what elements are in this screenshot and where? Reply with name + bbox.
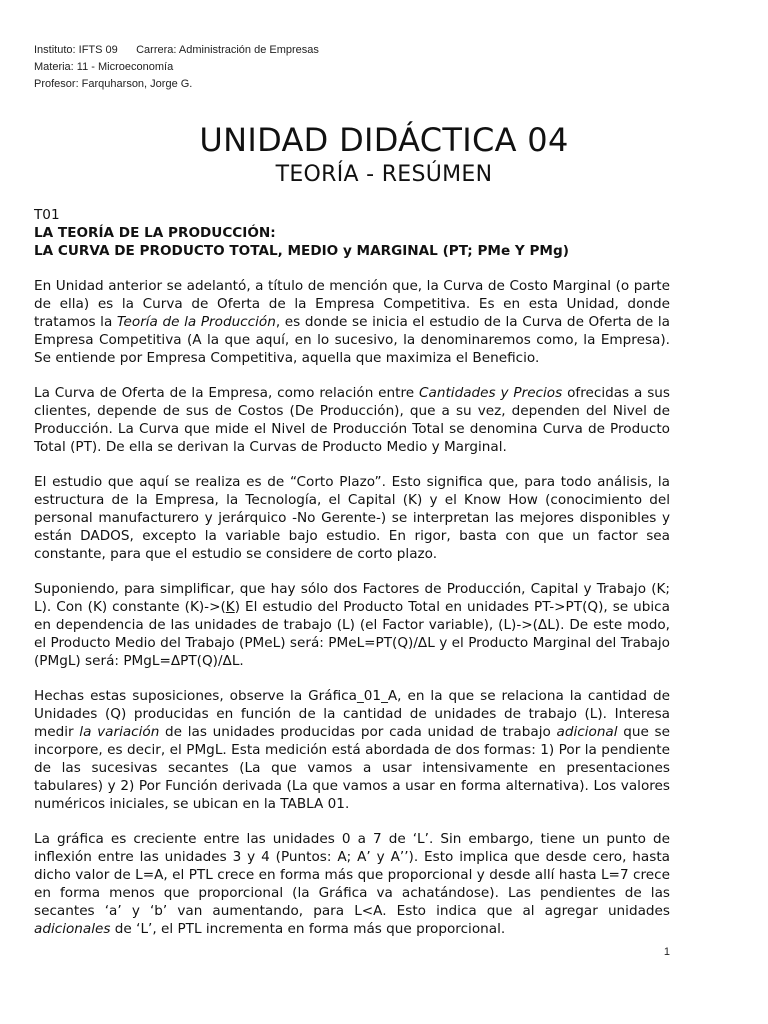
section-heading-2: LA CURVA DE PRODUCTO TOTAL, MEDIO y MARGINAL (PT; PMe Y PMg) [34, 243, 569, 259]
paragraph-5-emphasis-1: la variación [79, 724, 160, 740]
header-row-1 [34, 42, 319, 59]
paragraph-2 [34, 384, 670, 456]
paragraph-6-emphasis: adicionales [34, 921, 111, 937]
document-body [34, 206, 670, 955]
paragraph-1-emphasis: Teoría de la Producción [116, 314, 276, 330]
paragraph-4-text-a: Suponiendo, para simplificar, que hay sólo dos Factores de Producción, Capital y Trabajo (K; L). Con (K) constante (K)->( [34, 581, 670, 615]
title-block [0, 120, 768, 190]
professor-label: Profesor: Farquharson, Jorge G. [34, 78, 193, 90]
document-title: UNIDAD DIDÁCTICA 04 [199, 121, 569, 159]
paragraph-5 [34, 687, 670, 813]
paragraph-6 [34, 830, 670, 938]
paragraph-2-emphasis: Cantidades y Precios [419, 385, 563, 401]
paragraph-5-emphasis-2: adicional [556, 724, 618, 740]
paragraph-4 [34, 580, 670, 670]
paragraph-2-text-b: ofrecidas a sus clientes, depende de sus de Costos (De Producción), que a su vez, dependen del Nivel de Producción. La Curva que mide el Nivel de Producción Total se denomina Curva de Producto Total (PT). De ella se derivan la Curvas de Producto Medio y Marginal. [34, 385, 671, 455]
career-label: Carrera: Administración de Empresas [136, 44, 319, 56]
paragraph-1-text-b: , es donde se inicia el estudio de la Curva de Oferta de la Empresa Competitiva (A la que aquí, en lo sucesivo, la denominaremos como, la Empresa). Se entiende por Empresa Competitiva, aquella que maximiza el Beneficio. [34, 314, 670, 366]
paragraph-5-text-b: de las unidades producidas por cada unidad de trabajo [159, 724, 557, 740]
paragraph-2-text-a: La Curva de Oferta de la Empresa, como relación entre [34, 385, 420, 401]
section-heading-1: LA TEORÍA DE LA PRODUCCIÓN: [34, 225, 276, 241]
paragraph-4-text-b: ) El estudio del Producto Total en unidades PT->PT(Q), se ubica en dependencia de las unidades de trabajo (L) (el Factor variable), (L)->(ΔL). De este modo, el Producto Medio del Trabajo (PMeL) será: PMeL=PT(Q)/ΔL y el Producto Marginal del Trabajo (PMgL) será: PMgL=ΔPT(Q)/ΔL. [34, 599, 670, 669]
paragraph-6-text-b: de ‘L’, el PTL incrementa en forma más que proporcional. [110, 921, 506, 937]
paragraph-5-text-a: Hechas estas suposiciones, observe la Gráfica_01_A, en la que se relaciona la cantidad de Unidades (Q) producidas en función de la cantidad de unidades de trabajo (L). Interesa medir [34, 688, 670, 740]
paragraph-5-text-c: que se incorpore, es decir, el PMgL. Esta medición está abordada de dos formas: 1) Por la pendiente de las sucesivas secantes (La que vamos a usar intensivamente en presentaciones tabulares) y 2) Por Función derivada (La que vamos a usar en forma alternativa). Los valores numéricos iniciales, se ubican en la TABLA 01. [34, 724, 670, 812]
paragraph-1 [34, 277, 670, 367]
paragraph-6-text-a: La gráfica es creciente entre las unidades 0 a 7 de ‘L’. Sin embargo, tiene un punto de inflexión entre las unidades 3 y 4 (Puntos: A; A’ y A’’). Esto implica que desde cero, hasta dicho valor de L=A, el PTL crece en forma más que proporcional y desde allí hasta L=7 crece en forma menos que proporcional (la Gráfica va achatándose). Las pendientes de las secantes ‘a’ y ‘b’ van aumentando, para L<A. Esto indica que al agregar unidades [34, 831, 670, 919]
subject-label: Materia: 11 - Microeconomía [34, 61, 174, 73]
paragraph-1-text-a: En Unidad anterior se adelantó, a título de mención que, la Curva de Costo Marginal (o parte de ella) es la Curva de Oferta de la Empresa Competitiva. Es en esta Unidad, donde tratamos la [34, 278, 670, 330]
page-number: 1 [663, 946, 670, 958]
document-subtitle: TEORÍA - RESÚMEN [275, 162, 493, 187]
document-header [34, 42, 319, 93]
paragraph-3: El estudio que aquí se realiza es de “Corto Plazo”. Esto significa que, para todo análisis, la estructura de la Empresa, la Tecnología, el Capital (K) y el Know How (conocimiento del personal manufacturero y jerárquico -No Gerente-) se interpretan las mejores disponibles y están DADOS, excepto la variable bajo estudio. En rigor, basta con que un factor sea constante, para que el estudio se considere de corto plazo. [34, 474, 670, 562]
section-code: T01 [34, 207, 60, 223]
paragraph-4-underlined: K [225, 599, 235, 615]
institute-label: Instituto: IFTS 09 [34, 44, 118, 56]
